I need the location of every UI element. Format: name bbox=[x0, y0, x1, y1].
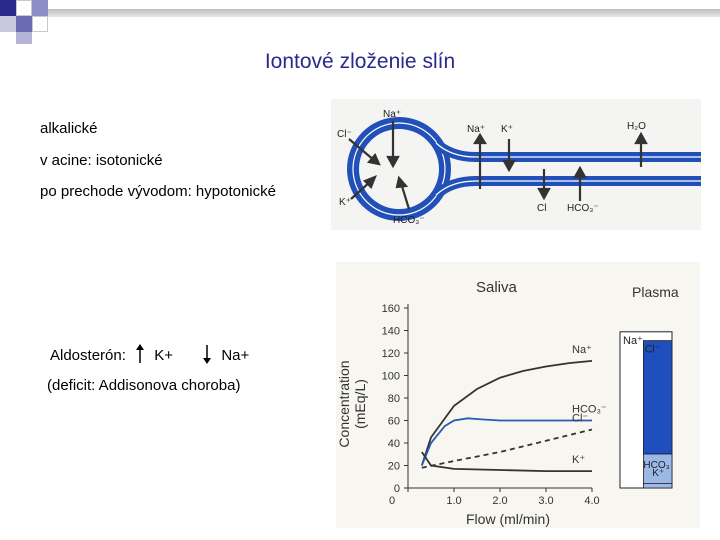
duct-label-na-duct: Na⁺ bbox=[467, 124, 486, 135]
duct-label-h2o: H₂O bbox=[627, 121, 646, 132]
sodium-label: Na+ bbox=[221, 346, 250, 364]
y-tick-label: 160 bbox=[381, 303, 400, 315]
plasma-title: Plasma bbox=[632, 284, 679, 300]
plasma-label-na: Na⁺ bbox=[623, 334, 643, 347]
y-tick-label: 20 bbox=[387, 460, 400, 473]
duct-label-k-acinus: K⁺ bbox=[339, 197, 351, 208]
duct-label-hco3-acinus: HCO₃⁻ bbox=[393, 215, 425, 226]
potassium-label: K+ bbox=[154, 346, 173, 364]
deficit-note: (deficit: Addisonova choroba) bbox=[47, 377, 241, 394]
slide-title: Iontové zloženie slín bbox=[264, 50, 456, 73]
down-arrow-icon bbox=[203, 344, 211, 368]
y-tick-label: 100 bbox=[381, 370, 400, 383]
y-tick-label: 140 bbox=[381, 325, 400, 338]
bullet-acinus: v acine: isotonické bbox=[40, 152, 163, 169]
y-tick-label: 0 bbox=[393, 483, 400, 495]
plasma-label-k: K⁺ bbox=[652, 468, 665, 479]
up-arrow-icon bbox=[136, 344, 144, 368]
y-tick-label: 80 bbox=[387, 393, 400, 405]
plasma-bar bbox=[643, 341, 672, 454]
bullet-alkaline: alkalické bbox=[40, 120, 98, 137]
y-tick-label: 60 bbox=[387, 415, 400, 428]
duct-label-cl-duct: Cl bbox=[537, 203, 547, 214]
y-tick-label: 40 bbox=[387, 438, 400, 450]
plasma-label-cl: Cl⁻ bbox=[644, 343, 661, 356]
chart-title: Saliva bbox=[476, 279, 517, 296]
aldosterone-label: Aldosterón: bbox=[50, 346, 126, 364]
saliva-concentration-chart bbox=[336, 262, 700, 528]
duct-label-hco3-duct: HCO₃⁻ bbox=[567, 203, 599, 214]
duct-label-k-duct: K⁺ bbox=[501, 124, 513, 135]
plasma-bar bbox=[643, 484, 672, 488]
x-tick-label: 4.0 bbox=[584, 495, 600, 507]
series-label: HCO₃⁻ bbox=[572, 403, 607, 416]
y-axis-label-line1: Concentration bbox=[336, 360, 352, 448]
series-label: Na⁺ bbox=[572, 343, 592, 356]
decorative-squares bbox=[0, 0, 80, 44]
duct-label-na-acinus: Na⁺ bbox=[383, 109, 402, 120]
y-axis-label-line2: (mEq/L) bbox=[352, 379, 368, 429]
series-label: K⁺ bbox=[572, 454, 586, 467]
aldosterone-line bbox=[50, 344, 249, 368]
top-divider-line bbox=[48, 9, 720, 17]
x-tick-label: 1.0 bbox=[446, 495, 462, 507]
x-tick-label: 2.0 bbox=[492, 495, 508, 507]
series-label: Cl⁻ bbox=[572, 412, 589, 425]
plasma-panel bbox=[620, 332, 672, 488]
x-tick-label: 0 bbox=[388, 495, 396, 507]
x-tick-label: 3.0 bbox=[538, 495, 554, 507]
plasma-label-hco3: HCO₃ bbox=[643, 459, 670, 471]
bullet-duct: po prechode vývodom: hypotonické bbox=[40, 183, 276, 200]
x-axis-label: Flow (ml/min) bbox=[466, 511, 550, 527]
salivary-duct-figure bbox=[331, 99, 701, 230]
duct-label-cl-acinus: Cl⁻ bbox=[337, 129, 352, 140]
y-tick-label: 120 bbox=[381, 348, 400, 360]
